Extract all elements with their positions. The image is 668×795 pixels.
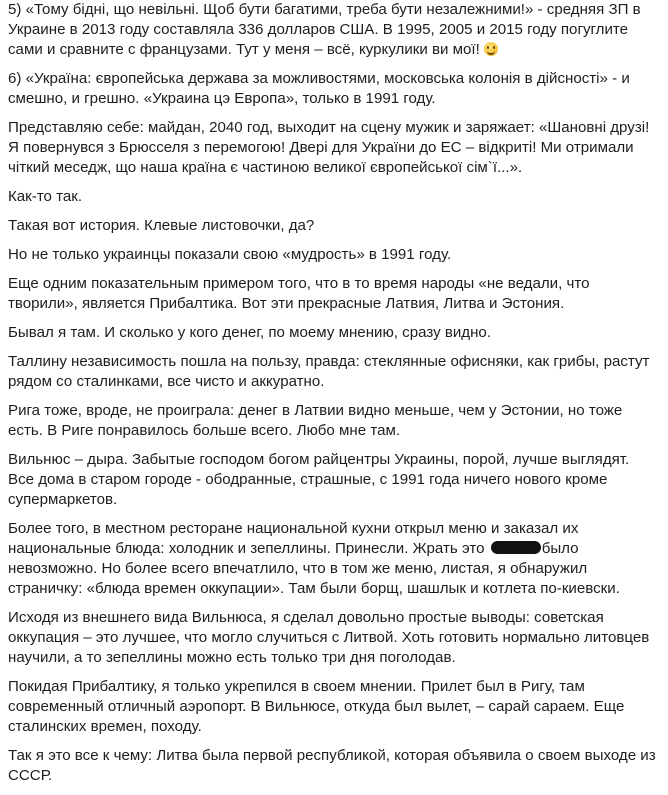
paragraph-bolee [8,519,658,599]
paragraph-tak: Так я это все к чему: Литва была первой республикой, которая объявила о своем выходе из СССР. [8,747,656,784]
redacted-word-blot [491,541,541,554]
paragraph-vilnus: Вильнюс – дыра. Забытые господом богом райцентры Украины, порой, лучше выглядят. Все дома в старом городе - ободранные, страшные, с 1991 года ничего нового кроме супермаркетов. [8,451,630,508]
paragraph-riga: Рига тоже, вроде, не проиграла: денег в Латвии видно меньше, чем у Эстонии, но тоже есть. В Риге понравилось больше всего. Любо мне там. [8,402,623,439]
paragraph-6: 6) «Україна: європейська держава за можливостями, московська колонія в дійсності» - и смешно, и грешно. «Украина цэ Европа», только в 1991 году. [8,70,630,107]
paragraph-bolee-part1: Более того, в местном ресторане национальной кухни открыл меню и заказал их национальные блюда: холодник и зепеллины. Принесли. Жрать это [8,520,579,557]
paragraph-tallin: Таллину независимость пошла на пользу, правда: стеклянные офисняки, как грибы, растут рядом со сталинками, все чисто и аккуратно. [8,353,650,390]
paragraph-byval: Бывал я там. И сколько у кого денег, по моему мнению, сразу видно. [8,324,492,341]
paragraph-pokidaya: Покидая Прибалтику, я только укрепился в своем мнении. Прилет был в Ригу, там современный отличный аэропорт. В Вильнюсе, откуда был вылет, – сарай сараем. Еще сталинских времен, походу. [8,678,625,735]
paragraph-takaya: Такая вот история. Клевые листовочки, да? [8,217,315,234]
paragraph-esche: Еще одним показательным примером того, что в то время народы «не ведали, что творили», является Прибалтика. Вот эти прекрасные Латвия, Литва и Эстония. [8,275,590,312]
paragraph-5-text: 5) «Тому бідні, що невільні. Щоб бути багатими, треба бути незалежними!» - средняя ЗП в Украине в 2013 году составляла 336 долларов США. В 1995, 2005 и 2015 году погуглите сами и сравните с французами. Тут у меня – всё, куркулики ви мої! [8,1,641,58]
smiling-face-emoji-icon [484,42,498,56]
paragraph-bolee-part2: было невозможно. Но более всего впечатлило, что в том же меню, листая, я обнаружил страничку: «блюда времен оккупации». Там были борщ, шашлык и котлета по-киевски. [8,540,620,597]
paragraph-maidan: Представляю себе: майдан, 2040 год, выходит на сцену мужик и заряжает: «Шановні друзі! Я повернувся з Брюсселя з перемогою! Двері для України до ЕС – відкриті! Ми отримали чіткий меседж, що наша країна є частиною великої європейської сім`ї...». [8,119,650,176]
paragraph-5 [8,0,658,60]
paragraph-ishodya: Исходя из внешнего вида Вильнюса, я сделал довольно простые выводы: советская оккупация – это лучшее, что могло случиться с Литвой. Хоть готовить нормально литовцев научили, а то зепеллины можно есть только три дня поголодав. [8,609,650,666]
paragraph-no: Но не только украинцы показали свою «мудрость» в 1991 году. [8,246,452,263]
post-body [8,0,658,795]
paragraph-kak-to: Как-то так. [8,188,83,205]
